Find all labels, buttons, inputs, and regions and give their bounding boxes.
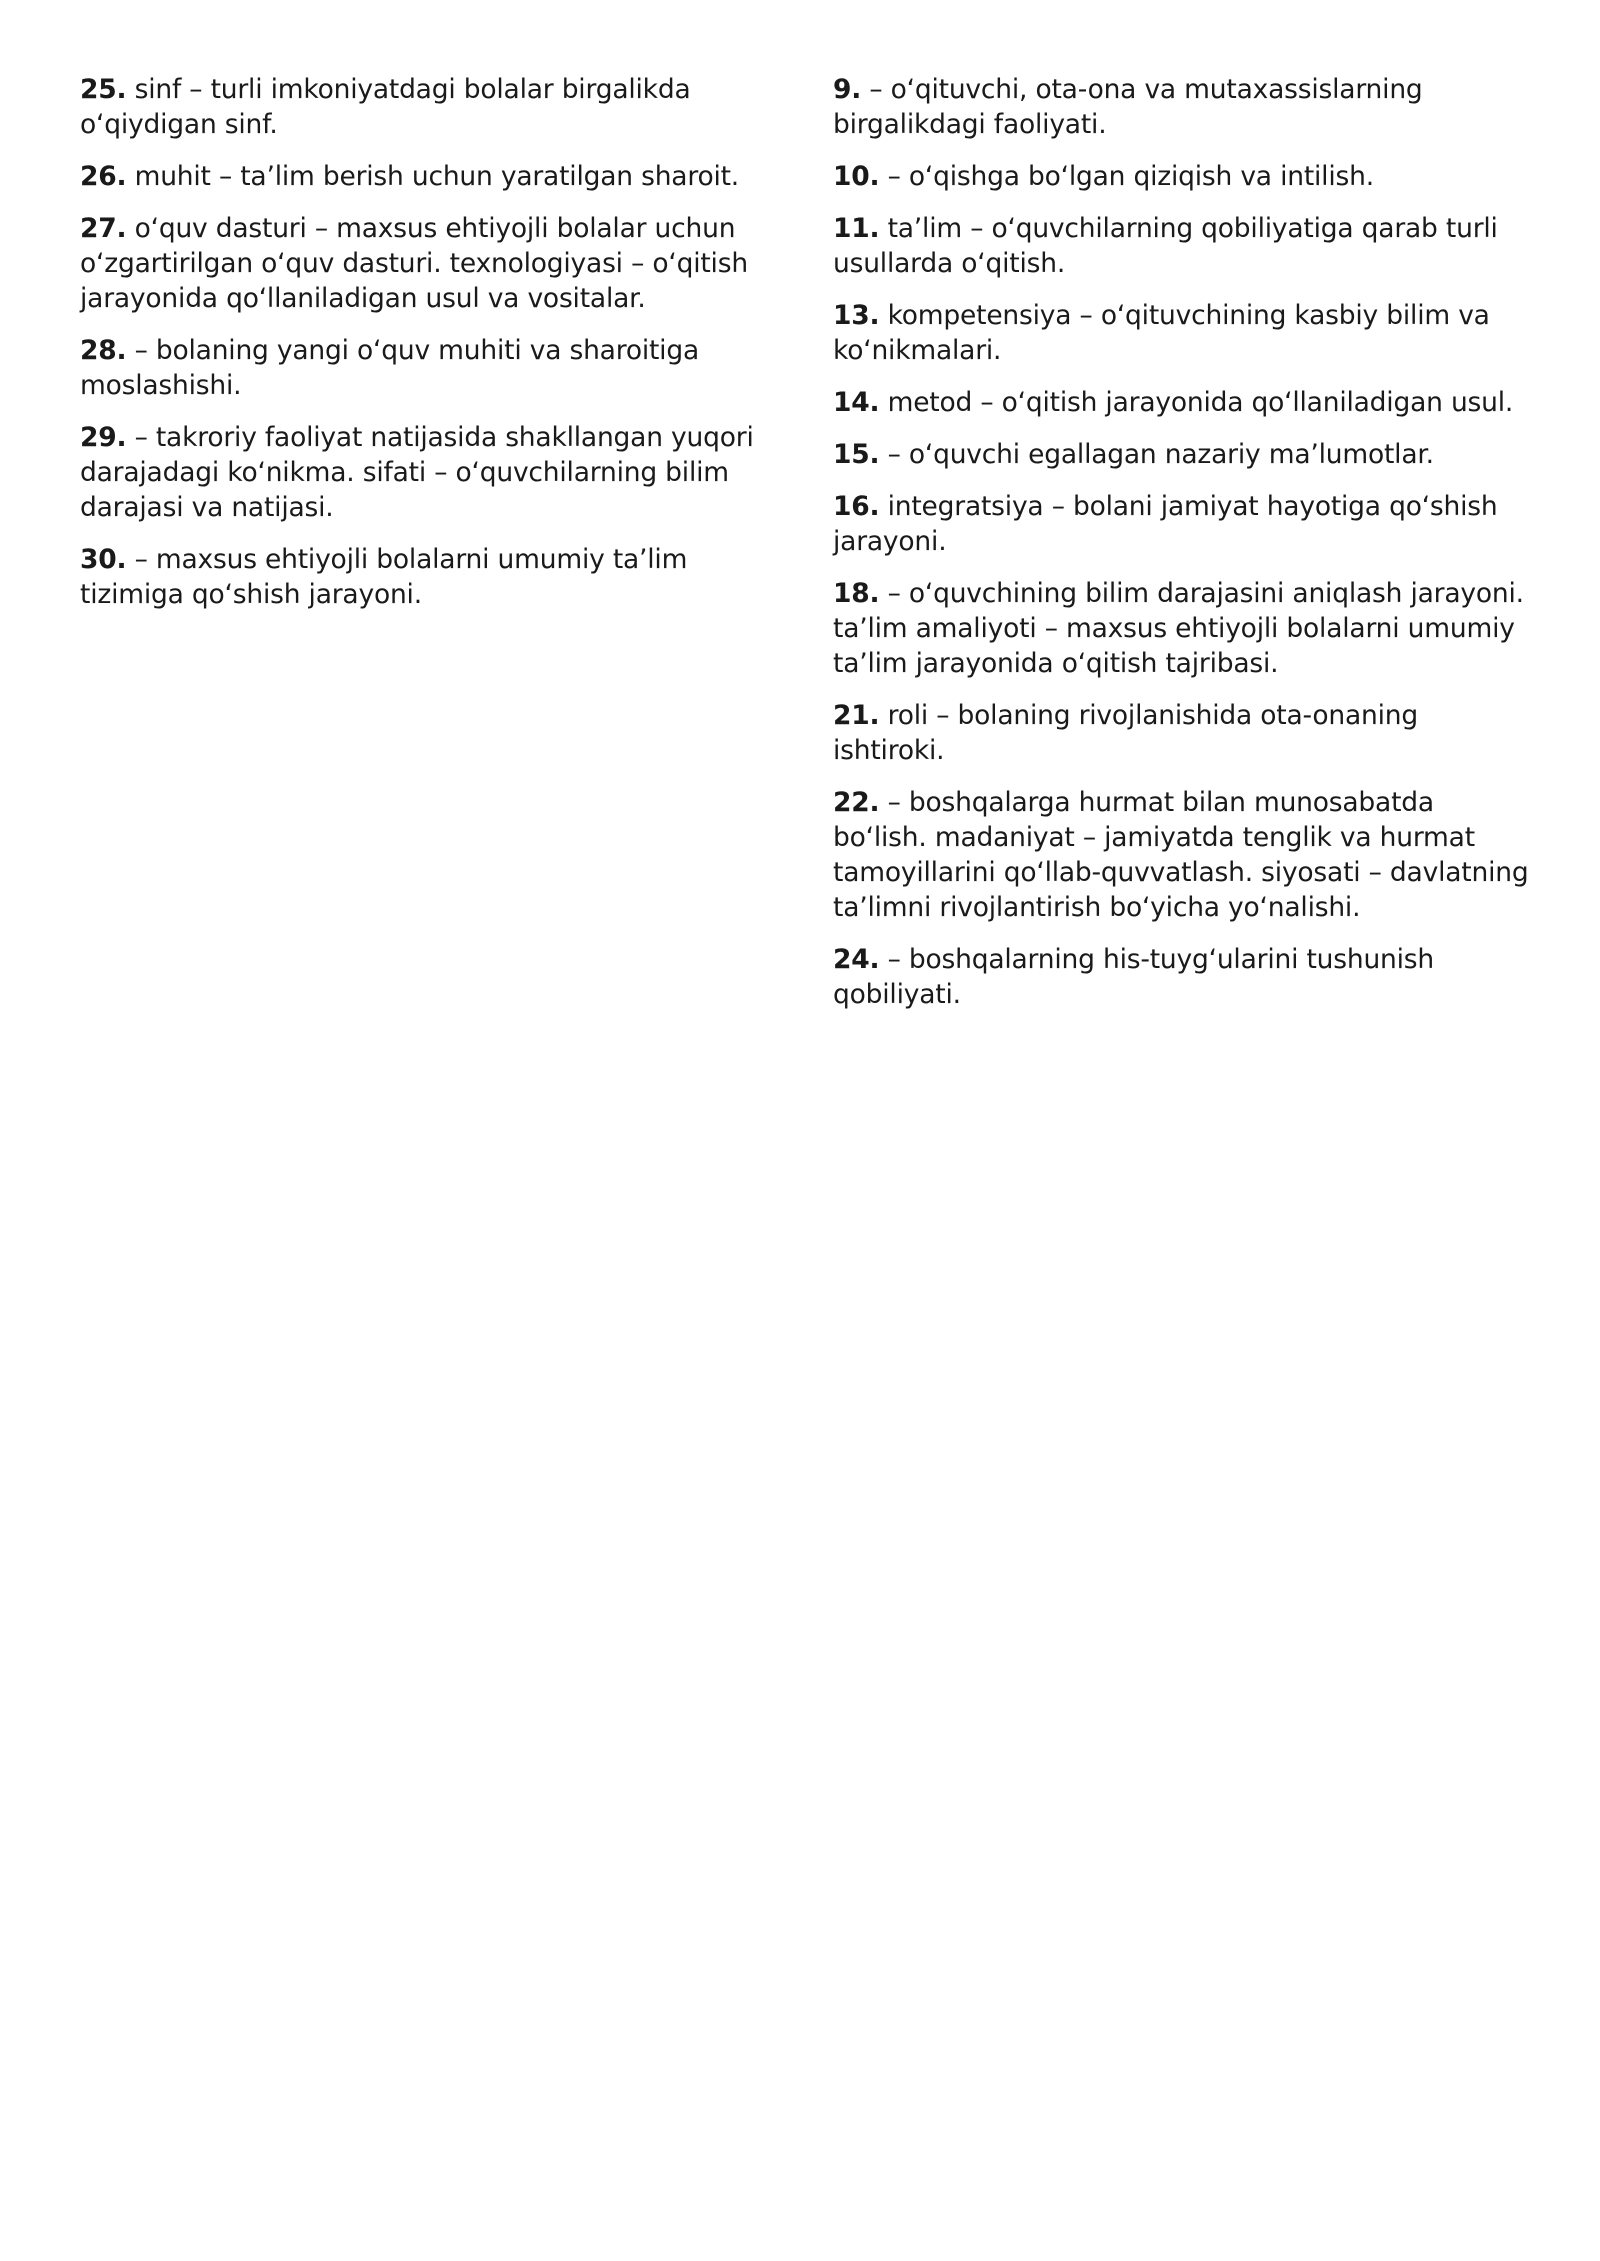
glossary-entry-22	[833, 785, 1533, 925]
glossary-entry-15	[833, 437, 1533, 472]
entry-number: 21.	[833, 700, 880, 731]
entry-text: sinf – turli imkoniyatdagi bolalar birgalikda o‘qiydigan sinf.	[80, 74, 691, 140]
entry-text: – takroriy faoliyat natijasida shakllangan yuqori darajadagi ko‘nikma. sifati – o‘quvchilarning bilim darajasi va natijasi.	[80, 422, 754, 523]
entry-text: – o‘qituvchi, ota-ona va mutaxassislarning birgalikdagi faoliyati.	[833, 74, 1423, 140]
glossary-entry-27	[80, 211, 780, 316]
entry-number: 25.	[80, 74, 127, 105]
glossary-entry-9	[833, 72, 1533, 142]
entry-text: integratsiya – bolani jamiyat hayotiga qo‘shish jarayoni.	[833, 491, 1498, 557]
entry-number: 18.	[833, 578, 880, 609]
left-column	[80, 72, 780, 629]
entry-number: 16.	[833, 491, 880, 522]
glossary-entry-18	[833, 576, 1533, 681]
entry-text: – o‘quvchi egallagan nazariy ma’lumotlar.	[879, 439, 1434, 470]
glossary-entry-11	[833, 211, 1533, 281]
entry-number: 27.	[80, 213, 127, 244]
right-column	[833, 72, 1533, 1029]
glossary-entry-24	[833, 942, 1533, 1012]
entry-number: 28.	[80, 335, 127, 366]
glossary-entry-26	[80, 159, 780, 194]
entry-number: 30.	[80, 544, 127, 575]
entry-text: ta’lim – o‘quvchilarning qobiliyatiga qarab turli usullarda o‘qitish.	[833, 213, 1498, 279]
entry-text: kompetensiya – o‘qituvchining kasbiy bilim va ko‘nikmalari.	[833, 300, 1490, 366]
glossary-entry-29	[80, 420, 780, 525]
entry-number: 9.	[833, 74, 862, 105]
entry-number: 24.	[833, 944, 880, 975]
entry-text: metod – o‘qitish jarayonida qo‘llaniladigan usul.	[879, 387, 1514, 418]
glossary-entry-30	[80, 542, 780, 612]
entry-number: 10.	[833, 161, 880, 192]
glossary-entry-21	[833, 698, 1533, 768]
entry-number: 29.	[80, 422, 127, 453]
glossary-entry-28	[80, 333, 780, 403]
entry-text: – o‘qishga bo‘lgan qiziqish va intilish.	[879, 161, 1374, 192]
entry-number: 22.	[833, 787, 880, 818]
entry-number: 13.	[833, 300, 880, 331]
entry-number: 14.	[833, 387, 880, 418]
entry-text: – bolaning yangi o‘quv muhiti va sharoitiga moslashishi.	[80, 335, 700, 401]
glossary-entry-10	[833, 159, 1533, 194]
glossary-entry-13	[833, 298, 1533, 368]
entry-text: muhit – ta’lim berish uchun yaratilgan sharoit.	[126, 161, 740, 192]
glossary-entry-25	[80, 72, 780, 142]
entry-number: 11.	[833, 213, 880, 244]
entry-text: roli – bolaning rivojlanishida ota-onaning ishtiroki.	[833, 700, 1419, 766]
entry-text: – o‘quvchining bilim darajasini aniqlash jarayoni. ta’lim amaliyoti – maxsus ehtiyojli bolalarni umumiy ta’lim jarayonida o‘qitish tajribasi.	[833, 578, 1524, 679]
glossary-entry-16	[833, 489, 1533, 559]
entry-text: – boshqalarga hurmat bilan munosabatda bo‘lish. madaniyat – jamiyatda tenglik va hurmat tamoyillarini qo‘llab-quvvatlash. siyosati – davlatning ta’limni rivojlantirish bo‘yicha yo‘nalishi.	[833, 787, 1529, 923]
entry-text: – maxsus ehtiyojli bolalarni umumiy ta’lim tizimiga qo‘shish jarayoni.	[80, 544, 688, 610]
glossary-entry-14	[833, 385, 1533, 420]
entry-number: 26.	[80, 161, 127, 192]
entry-text: – boshqalarning his-tuyg‘ularini tushunish qobiliyati.	[833, 944, 1435, 1010]
entry-number: 15.	[833, 439, 880, 470]
entry-text: o‘quv dasturi – maxsus ehtiyojli bolalar uchun o‘zgartirilgan o‘quv dasturi. texnologiyasi – o‘qitish jarayonida qo‘llaniladigan usul va vositalar.	[80, 213, 748, 314]
